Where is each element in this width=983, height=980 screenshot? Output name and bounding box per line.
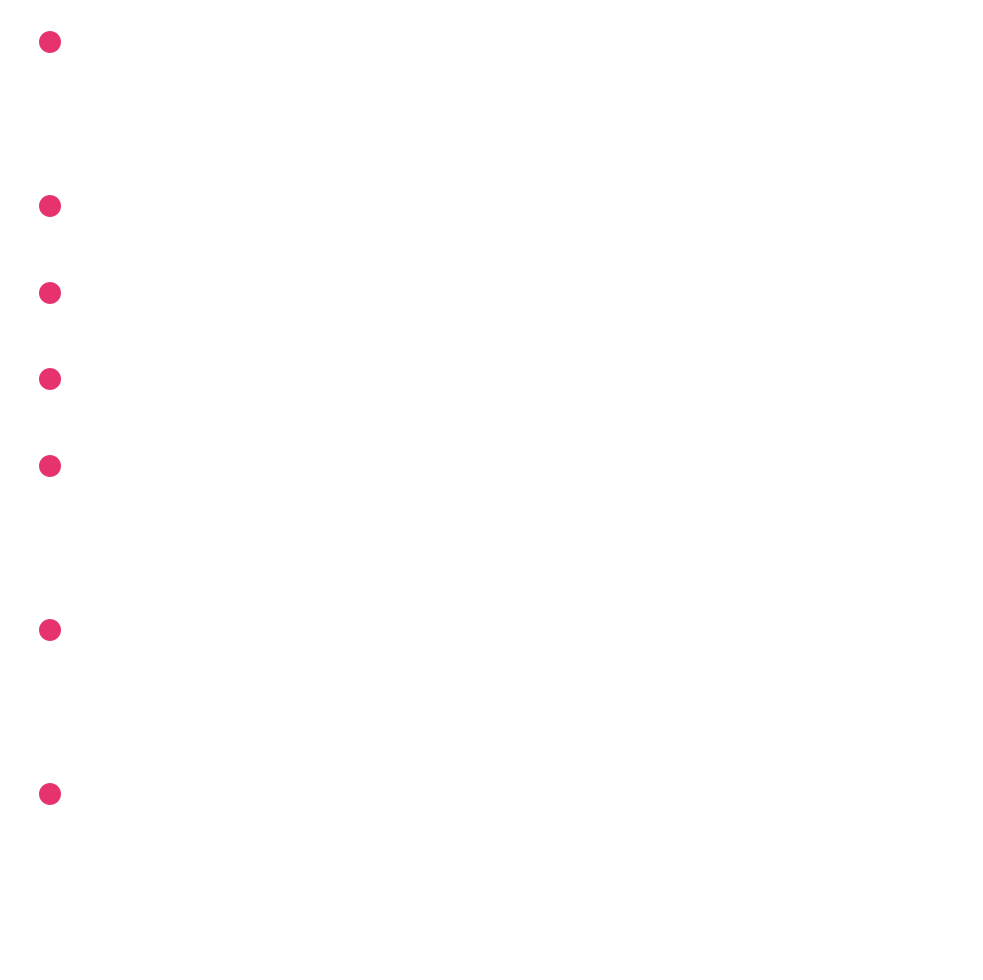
list-bullet-icon — [39, 31, 61, 53]
list-bullet-icon — [39, 195, 61, 217]
list-bullet-icon — [39, 455, 61, 477]
list-bullet-icon — [39, 783, 61, 805]
list-bullet-icon — [39, 282, 61, 304]
list-bullet-icon — [39, 619, 61, 641]
list-bullet-icon — [39, 368, 61, 390]
